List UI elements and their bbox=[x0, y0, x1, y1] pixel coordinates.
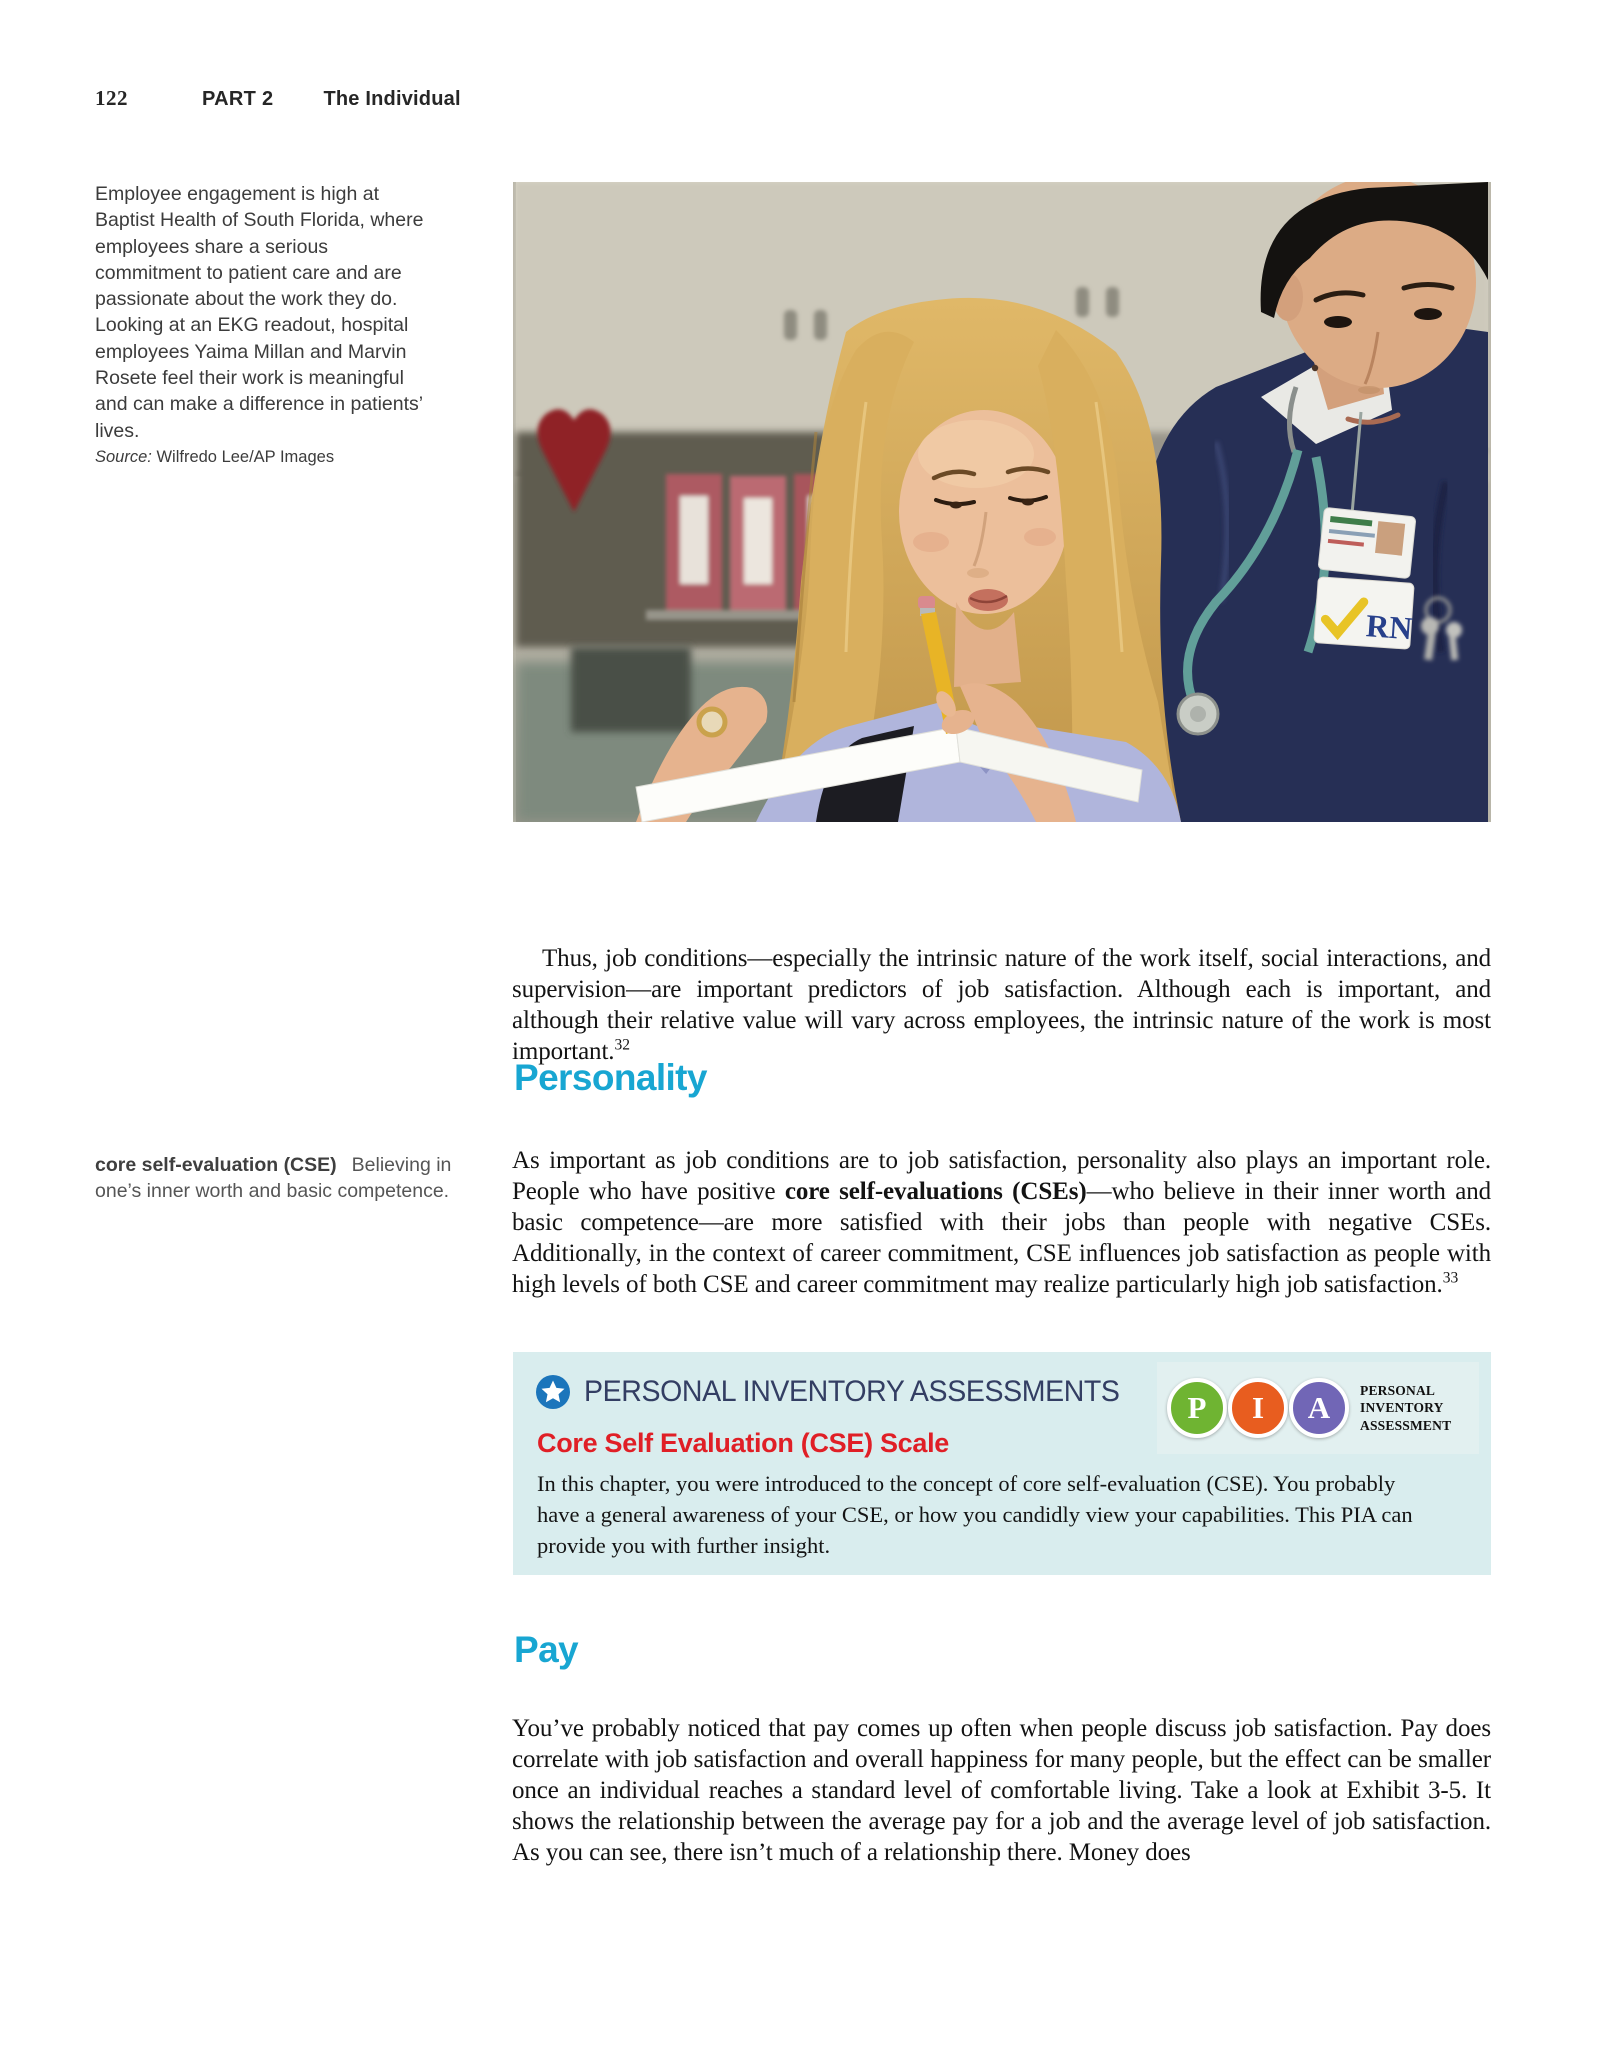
star-icon bbox=[535, 1374, 571, 1410]
page-header bbox=[95, 86, 461, 111]
part-label: PART 2 bbox=[202, 88, 274, 110]
personality-text-1: As important as job conditions are to job satisfaction, personality also plays an important role. People who have positive bbox=[512, 1147, 1491, 1205]
pia-logo-letter-a: A bbox=[1289, 1378, 1349, 1438]
pia-subheading: Core Self Evaluation (CSE) Scale bbox=[537, 1428, 950, 1458]
intro-paragraph bbox=[512, 943, 1491, 1067]
photo-credit-text: Wilfredo Lee/AP Images bbox=[156, 447, 335, 466]
personality-heading: Personality bbox=[514, 1057, 707, 1098]
footnote-33: 33 bbox=[1442, 1269, 1459, 1287]
photo-credit bbox=[95, 447, 429, 468]
photo-credit-label: Source: bbox=[95, 447, 152, 466]
intro-paragraph-text: Thus, job conditions—especially the intrinsic nature of the work itself, social interactions, and supervision—are important predictors of job satisfaction. Although each is important, and although their relative value will vary across employees, the intrinsic nature of the work is most important. bbox=[512, 945, 1491, 1065]
pia-logo-caption: PERSONAL INVENTORY ASSESSMENT bbox=[1360, 1382, 1452, 1433]
photo-caption bbox=[95, 181, 429, 468]
pia-logo bbox=[1157, 1362, 1479, 1454]
personality-paragraph bbox=[512, 1145, 1491, 1300]
pia-title: PERSONAL INVENTORY ASSESSMENTS bbox=[584, 1375, 1120, 1408]
wristwatch bbox=[699, 709, 725, 735]
margin-key-term bbox=[95, 1152, 475, 1204]
pia-logo-letter-i: I bbox=[1228, 1378, 1288, 1438]
rn-badge-text: RN bbox=[1364, 607, 1414, 647]
key-term-label: core self-evaluation (CSE) bbox=[95, 1154, 337, 1176]
hospital-photo-art bbox=[513, 182, 1491, 822]
footnote-32: 32 bbox=[614, 1036, 630, 1054]
pay-paragraph: You’ve probably noticed that pay comes up often when people discuss job satisfaction. Pay does correlate with job satisfaction and overall happiness for many people, but the effect can be smaller once an individual reaches a standard level of comfortable living. Take a look at Exhibit 3-5. It shows the relationship between the average pay for a job and the average level of job satisfaction. As you can see, there isn’t much of a relationship there. Money does bbox=[512, 1715, 1491, 1866]
pay-heading: Pay bbox=[514, 1629, 579, 1670]
pia-logo-letter-p: P bbox=[1167, 1378, 1227, 1438]
personality-text-2: —who believe in their inner worth and basic competence—are more satisfied with their jobs than people with negative CSEs. Additionally, in the context of career commitment, CSE influences job satisfaction as people with high levels of both CSE and career commitment may realize particularly high job satisfaction. bbox=[512, 1178, 1491, 1298]
pia-header bbox=[535, 1374, 1148, 1410]
hospital-photo bbox=[513, 182, 1491, 822]
page-number: 122 bbox=[95, 86, 128, 110]
key-term-definition: Believing in one’s inner worth and basic competence. bbox=[95, 1154, 452, 1202]
pia-feature-box bbox=[513, 1352, 1491, 1575]
personality-bold-term: core self-evaluations (CSEs) bbox=[784, 1178, 1087, 1205]
photo-caption-text: Employee engagement is high at Baptist Health of South Florida, where employees share a serious commitment to patient care and are passionate about the work they do. Looking at an EKG readout, hospital employees Yaima Millan and Marvin Rosete feel their work is meaningful and can make a difference in patients’ lives. bbox=[95, 183, 424, 442]
pia-body-text: In this chapter, you were introduced to the concept of core self-evaluation (CSE). You probably have a general awareness of your CSE, or how you candidly view your capabilities. This PIA can provide you with further insight. bbox=[537, 1471, 1413, 1558]
part-title: The Individual bbox=[323, 88, 461, 110]
